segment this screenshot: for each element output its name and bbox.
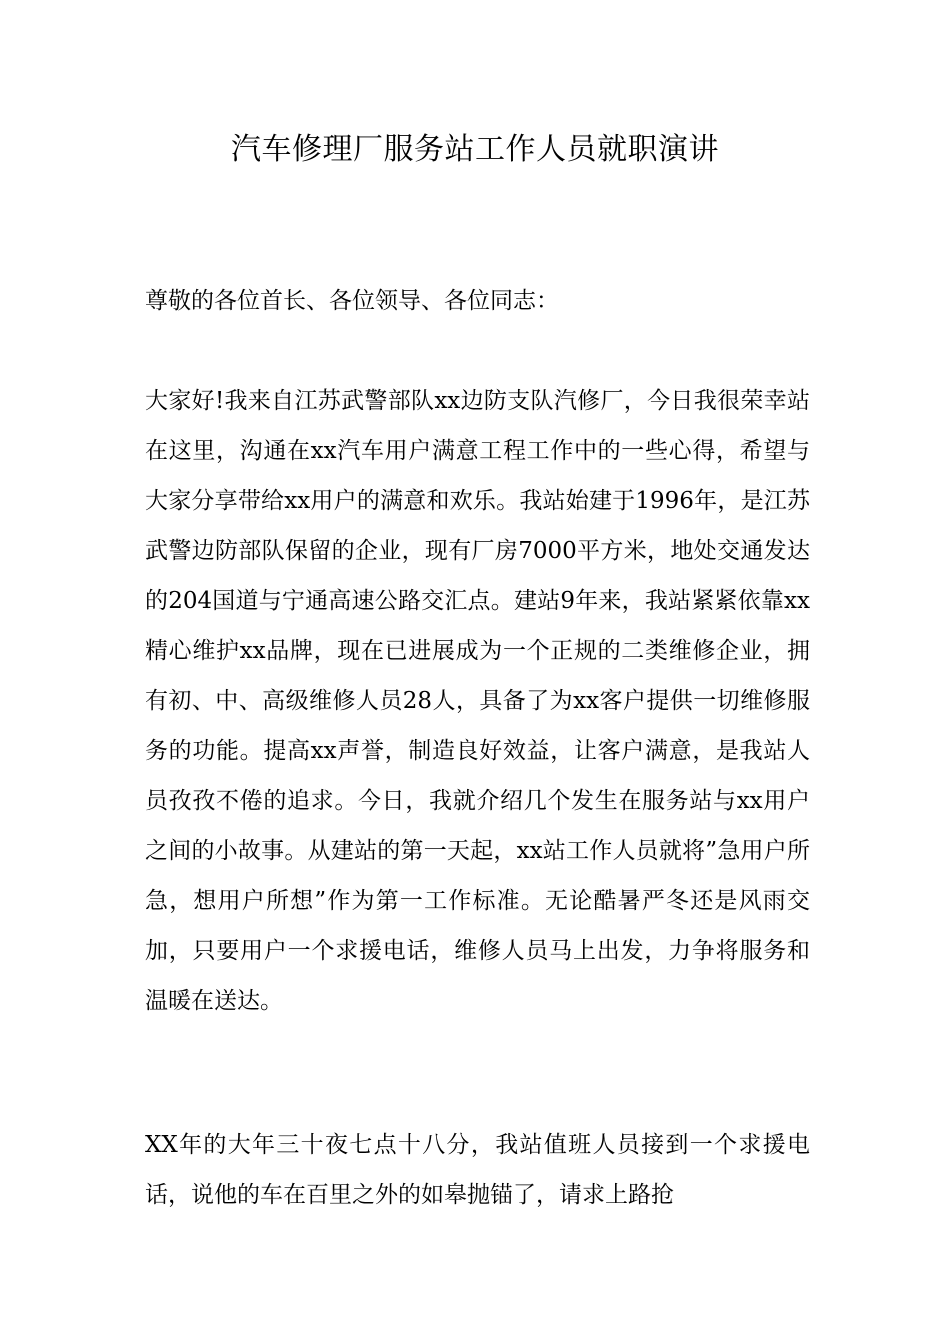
salutation-paragraph: 尊敬的各位首长、各位领导、各位同志： [145,288,559,314]
body-paragraph: 大家好!我来自江苏武警部队xx边防支队汽修厂，今日我很荣幸站在这里，沟通在xx汽车用户满意工程工作中的一些心得，希望与大家分享带给xx用户的满意和欢乐。我站始建于1996年，是江苏武警边防部队保留的企业，现有厂房7000平方米，地处交通发达的204国道与宁通高速公路交汇点。建站9年来，我站紧紧依靠xx精心维护xx品牌，现在已进展成为一个正规的二类维修企业，拥有初、中、高级维修人员28人，具备了为xx客户提供一切维修服务的功能。提高xx声誉，制造良好效益，让客户满意，是我站人员孜孜不倦的追求。今日，我就介绍几个发生在服务站与xx用户之间的小故事。从建站的第一天起，xx站工作人员就将”急用户所急，想用户所想”作为第一工作标准。无论酷暑严冬还是风雨交加，只要用户一个求援电话，维修人员马上出发，力争将服务和温暖在送达。 [145,388,810,1014]
document-title: 汽车修理厂服务站工作人员就职演讲 [231,132,719,167]
body-paragraph: XX年的大年三十夜七点十八分，我站值班人员接到一个求援电话，说他的车在百里之外的如皋抛锚了，请求上路抢 [145,1132,810,1208]
